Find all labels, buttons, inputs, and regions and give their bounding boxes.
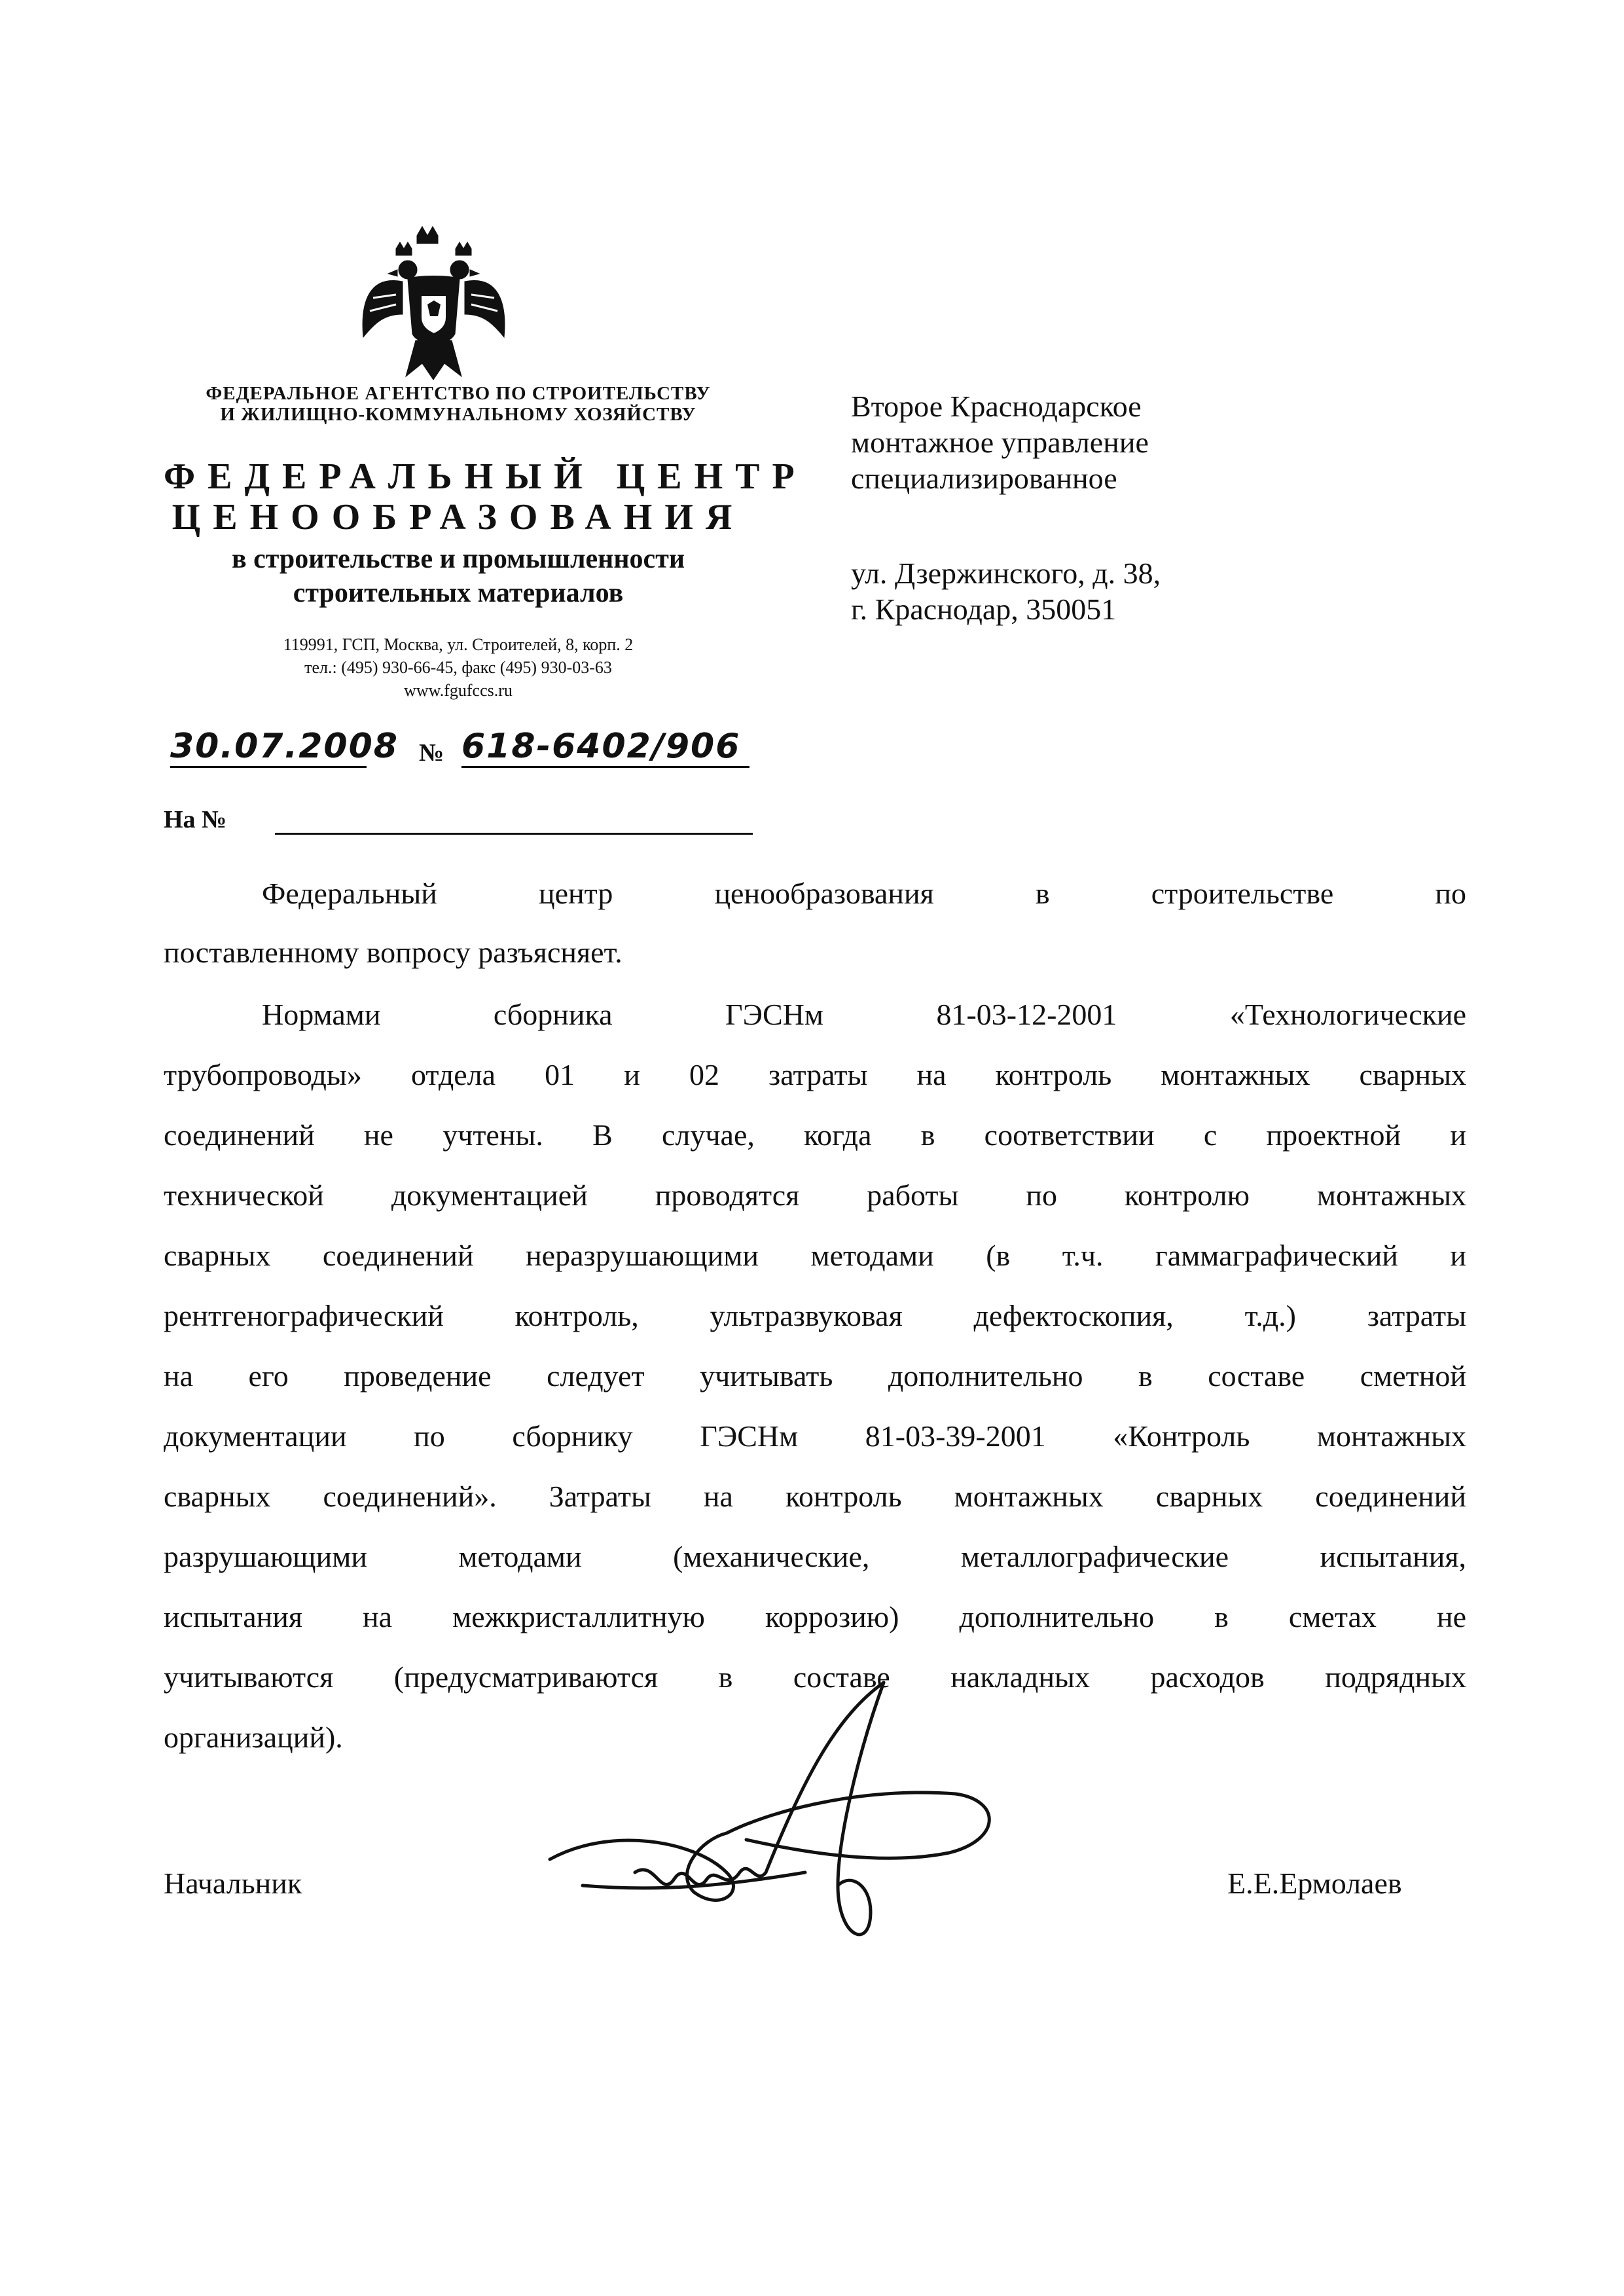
agency-name-line2: И ЖИЛИЩНО-КОММУНАЛЬНОМУ ХОЗЯЙСТВУ: [220, 404, 696, 425]
body-line: организаций).: [164, 1721, 343, 1754]
body-line: поставленному вопросу разъясняет.: [164, 936, 623, 969]
outgoing-date: 30.07.2008: [170, 727, 367, 768]
addressee-street: ул. Дзержинского, д. 38,: [851, 556, 1161, 590]
body-line: разрушающими методами (механические, металлографические испытания,: [164, 1540, 1466, 1573]
signatory-role: Начальник: [164, 1867, 302, 1900]
addressee-line1: Второе Краснодарское: [851, 390, 1142, 423]
addressee-line2: монтажное управление: [851, 426, 1149, 459]
letterhead-address: 119991, ГСП, Москва, ул. Строителей, 8, корп. 2: [283, 635, 634, 654]
addressee-city: г. Краснодар, 350051: [851, 592, 1117, 626]
body-line: сварных соединений». Затраты на контроль монтажных сварных соединений: [164, 1480, 1466, 1513]
body-line: учитываются (предусматриваются в составе накладных расходов подрядных: [164, 1660, 1466, 1694]
body-line: на его проведение следует учитывать дополнительно в составе сметной: [164, 1359, 1466, 1393]
reply-to-label: На №: [164, 806, 227, 833]
body-line: технической документацией проводятся работы по контролю монтажных: [164, 1178, 1466, 1212]
letterhead-website: www.fgufccs.ru: [404, 681, 513, 700]
addressee-line3: специализированное: [851, 462, 1117, 495]
body-line: рентгенографический контроль, ультразвуковая дефектоскопия, т.д.) затраты: [164, 1299, 1466, 1332]
agency-name-line1: ФЕДЕРАЛЬНОЕ АГЕНТСТВО ПО СТРОИТЕЛЬСТВУ: [206, 383, 711, 404]
body-line: документации по сборнику ГЭСНм 81-03-39-2001 «Контроль монтажных: [164, 1419, 1466, 1453]
letterhead-phones: тел.: (495) 930-66-45, факс (495) 930-03-63: [304, 658, 612, 677]
body-line: Федеральный центр ценообразования в строительстве по: [262, 877, 1466, 910]
handwritten-signature: [530, 1676, 1028, 1964]
center-subtitle-line2: строительных материалов: [293, 578, 624, 608]
outgoing-number: 618-6402/906: [461, 727, 749, 768]
body-line: Нормами сборника ГЭСНм 81-03-12-2001 «Технологические: [262, 998, 1466, 1031]
signatory-name: Е.Е.Ермолаев: [1227, 1867, 1402, 1900]
reply-to-blank: [275, 833, 753, 835]
number-sign: №: [419, 739, 444, 767]
body-line: испытания на межкристаллитную коррозию) дополнительно в сметах не: [164, 1600, 1466, 1633]
center-title-line1: ФЕДЕРАЛЬНЫЙ ЦЕНТР: [164, 456, 807, 497]
coat-of-arms-icon: [357, 223, 511, 383]
center-subtitle-line1: в строительстве и промышленности: [231, 544, 685, 574]
center-title-line2: ЦЕНООБРАЗОВАНИЯ: [171, 497, 745, 538]
body-line: трубопроводы» отдела 01 и 02 затраты на контроль монтажных сварных: [164, 1058, 1466, 1091]
body-line: сварных соединений неразрушающими методами (в т.ч. гаммаграфический и: [164, 1239, 1466, 1272]
body-line: соединений не учтены. В случае, когда в соответствии с проектной и: [164, 1118, 1466, 1152]
